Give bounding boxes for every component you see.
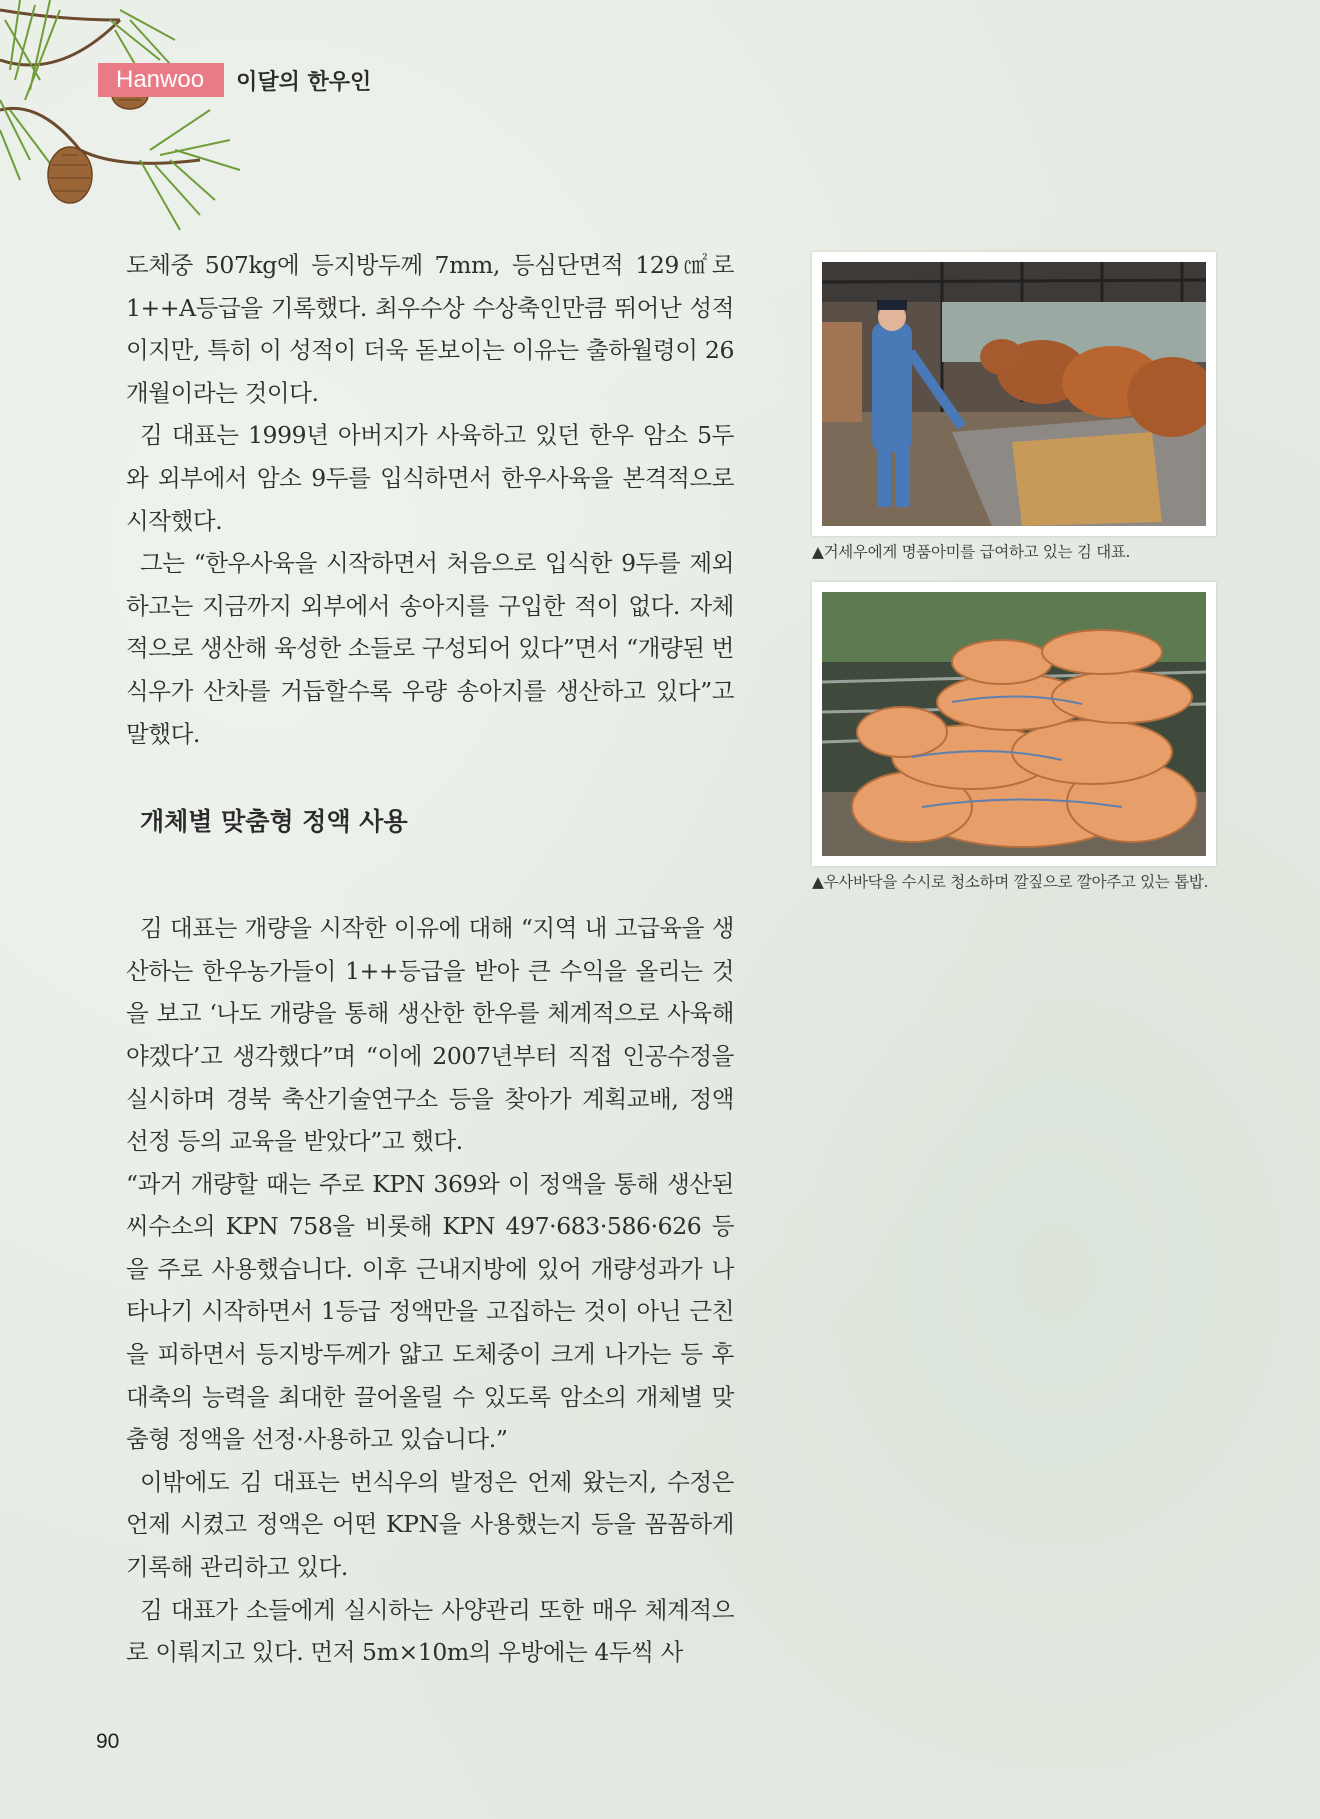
article-paragraph-7: 김 대표가 소들에게 실시하는 사양관리 또한 매우 체계적으로 이뤄지고 있다. 먼저 5m×10m의 우방에는 4두씩 사 xyxy=(126,1595,734,1667)
article-paragraph-2: 김 대표는 1999년 아버지가 사육하고 있던 한우 암소 5두와 외부에서 암소 9두를 입식하면서 한우사육을 본격적으로 시작했다. xyxy=(126,421,734,535)
section-heading: 개체별 맞춤형 정액 사용 xyxy=(140,807,408,837)
photo-caption-1: ▲거세우에게 명품아미를 급여하고 있는 김 대표. xyxy=(812,543,1131,561)
article-paragraph-5: “과거 개량할 때는 주로 KPN 369와 이 정액을 통해 생산된 씨수소의 KPN 758을 비롯해 KPN 497·683·586·626 등을 주로 사용했습니다. 이후 근내지방에 있어 개량성과가 나타나기 시작하면서 1등급 정액만을 고집하는 것이 아닌 근친을 피하면서 등지방두께가 얇고 도체중이 크게 나가는 등 후대축의 능력을 최대한 끌어올릴 수 있도록 암소의 개체별 맞춤형 정액을 선정·사용하고 있습니다.” xyxy=(126,1169,734,1454)
article-body xyxy=(126,244,734,1674)
hanwoo-tag: Hanwoo xyxy=(98,63,224,97)
article-paragraph-1: 도체중 507kg에 등지방두께 7mm, 등심단면적 129㎠로 1++A등급을 기록했다. 최우수상 수상축인만큼 뛰어난 성적이지만, 특히 이 성적이 더욱 돋보이는 이유는 출하월령이 26개월이라는 것이다. xyxy=(126,251,734,407)
article-paragraph-3: 그는 “한우사육을 시작하면서 처음으로 입식한 9두를 제외하고는 지금까지 외부에서 송아지를 구입한 적이 없다. 자체적으로 생산해 육성한 소들로 구성되어 있다”면서 “개량된 번식우가 산차를 거듭할수록 우량 송아지를 생산하고 있다”고 말했다. xyxy=(126,549,734,748)
photo-caption-2: ▲우사바닥을 수시로 청소하며 깔짚으로 깔아주고 있는 톱밥. xyxy=(812,873,1209,891)
page-number: 90 xyxy=(96,1730,120,1753)
photo-feeding-cattle-image xyxy=(822,262,1206,526)
header-title: 이달의 한우인 xyxy=(236,69,372,95)
photo-feeding-cattle xyxy=(812,252,1216,536)
photo-sawdust-bags-image xyxy=(822,592,1206,856)
section-header xyxy=(98,63,371,97)
article-paragraph-6: 이밖에도 김 대표는 번식우의 발정은 언제 왔는지, 수정은 언제 시켰고 정액은 어떤 KPN을 사용했는지 등을 꼼꼼하게 기록해 관리하고 있다. xyxy=(126,1467,734,1582)
photo-sawdust-bags xyxy=(812,582,1216,866)
article-paragraph-4: 김 대표는 개량을 시작한 이유에 대해 “지역 내 고급육을 생산하는 한우농가들이 1++등급을 받아 큰 수익을 올리는 것을 보고 ‘나도 개량을 통해 생산한 한우를 체계적으로 사육해야겠다’고 생각했다”며 “이에 2007년부터 직접 인공수정을 실시하며 경북 축산기술연구소 등을 찾아가 계획교배, 정액 선정 등의 교육을 받았다”고 했다. xyxy=(126,914,734,1156)
pine-branch-decoration-icon xyxy=(0,0,260,270)
